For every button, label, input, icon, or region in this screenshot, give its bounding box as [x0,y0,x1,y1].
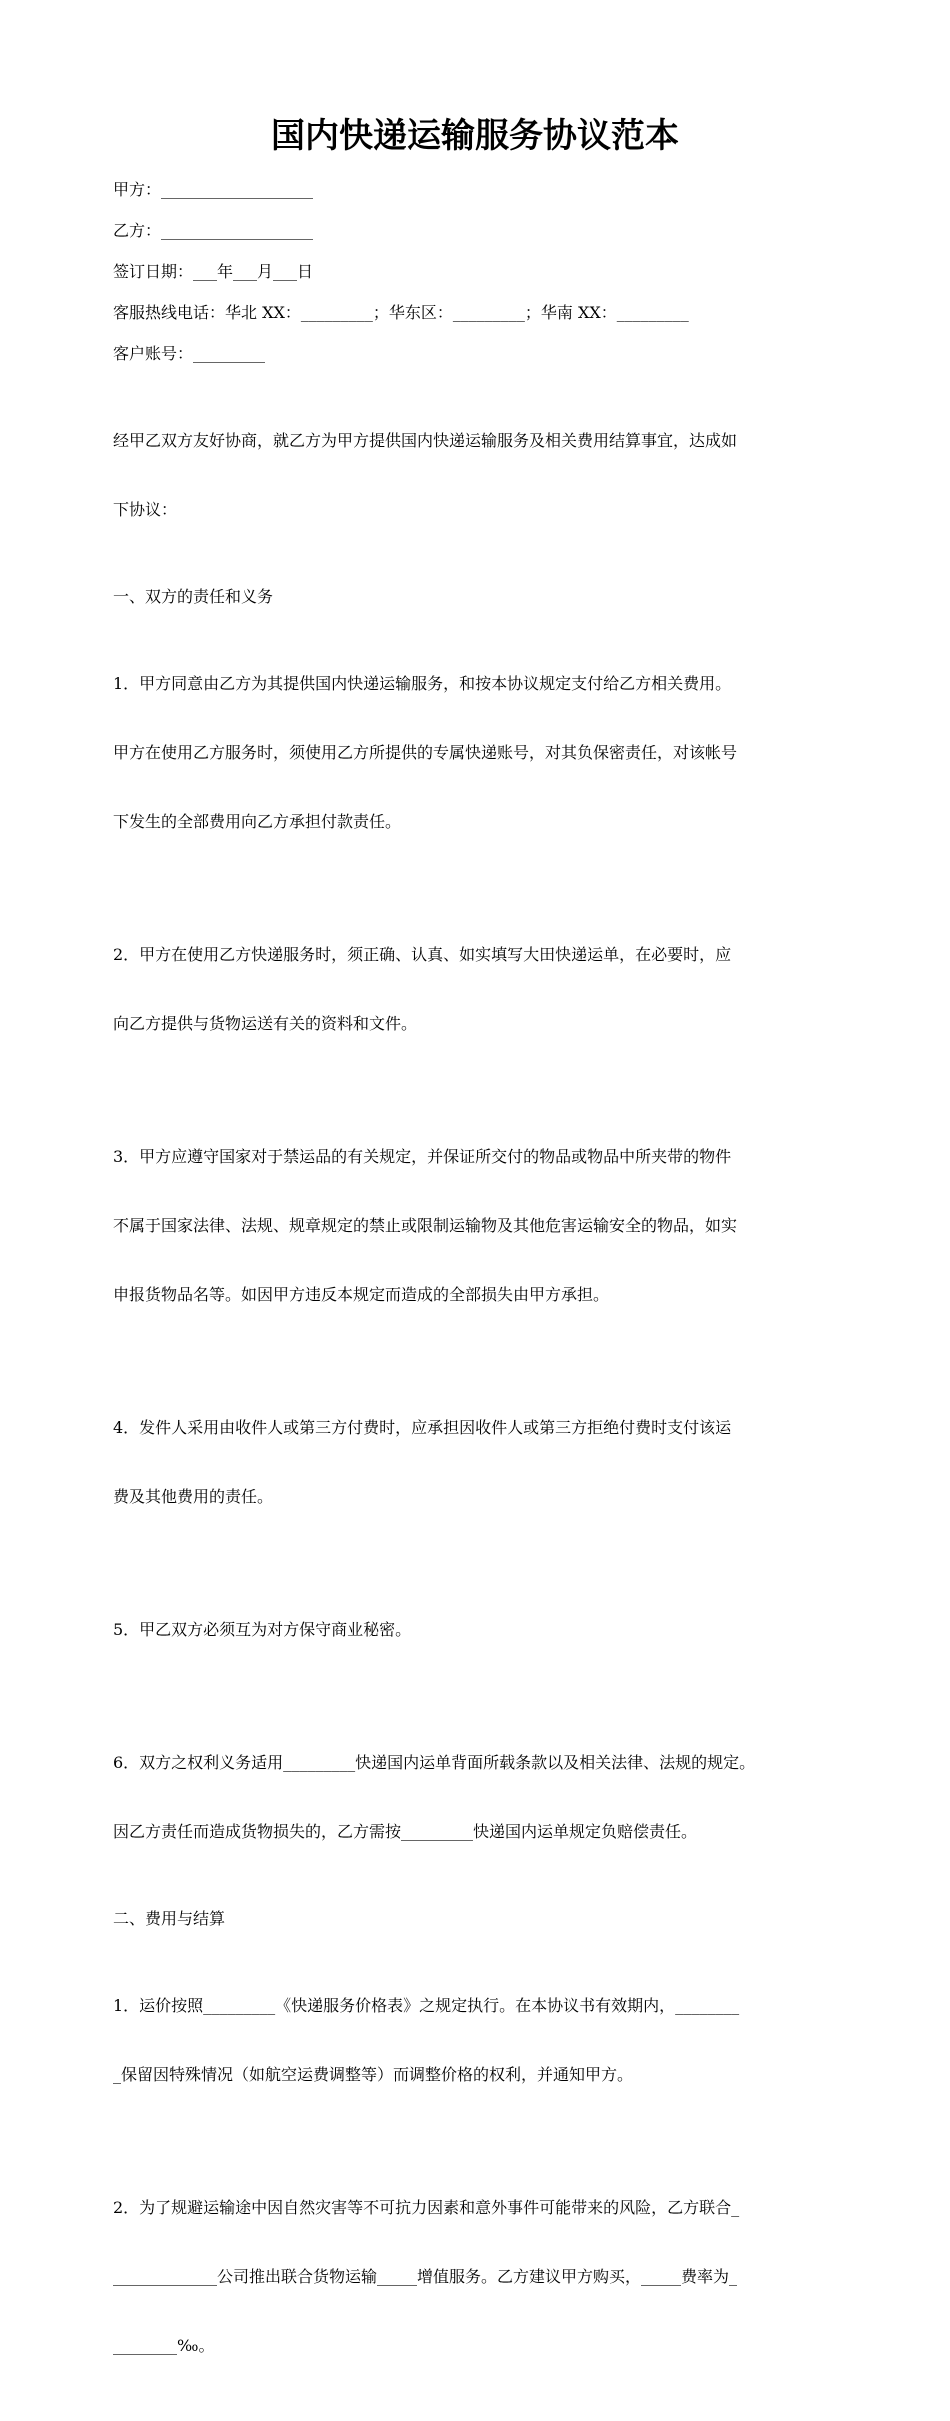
clause-line: 4．发件人采用由收件人或第三方付费时，应承担因收件人或第三方拒绝付费时支付该运 [113,1418,732,1437]
document-body [113,178,853,2421]
intro-line: 下协议： [113,500,178,519]
clause-line: 5．甲乙双方必须互为对方保守商业秘密。 [113,1620,412,1639]
clause-1-2 [113,897,853,1081]
clause-1-4 [113,1370,853,1554]
intro-paragraph [113,383,853,567]
clause-line: _保留因特殊情况（如航空运费调整等）而调整价格的权利，并通知甲方。 [113,2065,634,2084]
intro-line: 经甲乙双方友好协商，就乙方为甲方提供国内快递运输服务及相关费用结算事宜，达成如 [113,431,738,450]
clause-line: ________‰。 [113,2336,215,2355]
clause-line: 申报货物品名等。如因甲方违反本规定而造成的全部损失由甲方承担。 [113,1285,610,1304]
clause-line: 1．甲方同意由乙方为其提供国内快递运输服务，和按本协议规定支付给乙方相关费用。 [113,674,732,693]
clause-line: 不属于国家法律、法规、规章规定的禁止或限制运输物及其他危害运输安全的物品，如实 [113,1216,738,1235]
clause-line: 3．甲方应遵守国家对于禁运品的有关规定，并保证所交付的物品或物品中所夹带的物件 [113,1147,732,1166]
clause-1-5 [113,1572,853,1687]
clause-line: 下发生的全部费用向乙方承担付款责任。 [113,812,402,831]
document-title: 国内快递运输服务协议范本 [271,116,679,156]
clause-2-1 [113,1948,853,2132]
clause-line: 甲方在使用乙方服务时，须使用乙方所提供的专属快递账号，对其负保密责任，对该帐号 [113,743,738,762]
clause-2-2 [113,2150,853,2403]
section-heading-responsibilities: 一、双方的责任和义务 [113,587,274,606]
clause-line: 2．为了规避运输途中因自然灾害等不可抗力因素和意外事件可能带来的风险，乙方联合_ [113,2198,740,2217]
clause-line: 6．双方之权利义务适用_________快递国内运单背面所载条款以及相关法律、法规的规定。 [113,1753,756,1772]
clause-1-1 [113,626,853,879]
clause-1-6 [113,1705,853,1889]
clause-line: 1．运价按照_________《快递服务价格表》之规定执行。在本协议书有效期内，________ [113,1996,740,2015]
clause-line: 向乙方提供与货物运送有关的资料和文件。 [113,1014,418,1033]
clause-line: 因乙方责任而造成货物损失的，乙方需按_________快递国内运单规定负赔偿责任。 [113,1822,698,1841]
hotline-field: 客服热线电话：华北 XX：_________；华东区：_________；华南 XX：_________ [113,303,689,322]
section-heading-fees: 二、费用与结算 [113,1909,226,1928]
party-a-field: 甲方：___________________ [113,180,314,199]
clause-line: 费及其他费用的责任。 [113,1487,274,1506]
clause-line: _____________公司推出联合货物运输_____增值服务。乙方建议甲方购买，_____费率为_ [113,2267,738,2286]
clause-1-3 [113,1099,853,1352]
sign-date-field: 签订日期：___年___月___日 [113,262,314,281]
party-b-field: 乙方：___________________ [113,221,314,240]
clause-line: 2．甲方在使用乙方快递服务时，须正确、认真、如实填写大田快递运单，在必要时，应 [113,945,732,964]
account-field: 客户账号：_________ [113,344,266,363]
